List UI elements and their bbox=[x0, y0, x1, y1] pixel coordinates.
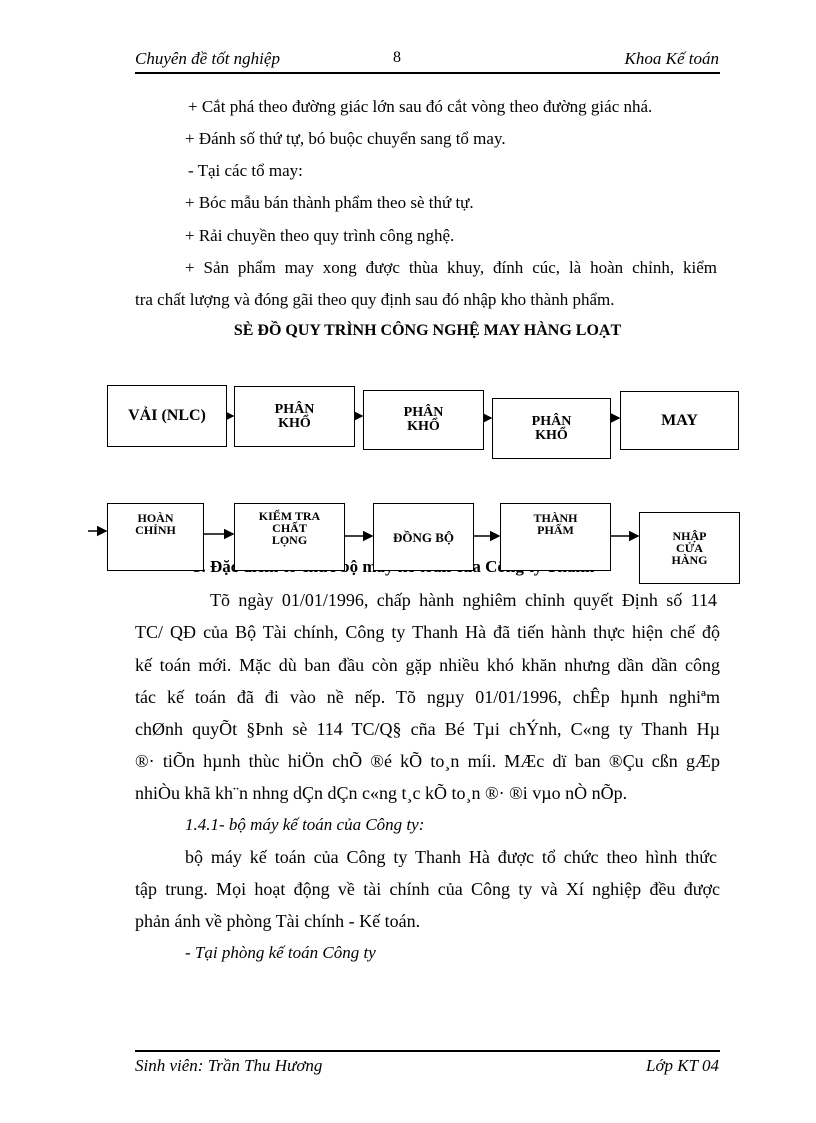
para-line: + Rải chuyền theo quy trình công nghệ. bbox=[185, 226, 455, 245]
para-line: chØnh quyÕt §Þnh sè 114 TC/Q§ cña Bé Tµi chÝnh, C«ng ty Thanh Hµ bbox=[135, 719, 720, 739]
para-line: kế toán mới. Mặc dù ban đầu còn gặp nhiều khó khăn nhưng dần dần công bbox=[135, 655, 720, 675]
para-line: + Bóc mẫu bán thành phẩm theo sè thứ tự. bbox=[185, 193, 474, 212]
flow-box-phan-kho-3: PHÂN KHỔ bbox=[492, 398, 611, 459]
para-line: - Tại các tổ may: bbox=[188, 161, 303, 180]
footer-left: Sinh viên: Trần Thu Hương bbox=[135, 1056, 323, 1075]
para-line: + Cắt phá theo đường giác lớn sau đó cắt vòng theo đường giác nhá. bbox=[188, 97, 653, 116]
section-heading-obscured: Đặc bộ bbox=[210, 557, 359, 576]
para-line: tác kế toán đã đi vào nề nếp. Tõ ngµy 01/01/1996, chÊp hµnh nghiªm bbox=[135, 687, 720, 707]
para-line: tra chất lượng và đóng gãi theo quy định sau đó nhập kho thành phẩm. bbox=[135, 290, 615, 309]
section-heading: 1.4.1- bộ máy kế toán của Công ty: bbox=[185, 815, 425, 834]
flow-box-may: MAY bbox=[620, 391, 739, 450]
para-line: TC/ QĐ của Bộ Tài chính, Công ty Thanh Hà đã tiến hành thực hiện chế độ bbox=[135, 622, 720, 642]
para-line: bộ máy kế toán của Công ty Thanh Hà được tổ chức theo hình thức bbox=[185, 847, 717, 867]
subheading: - Tại phòng kế toán Công ty bbox=[185, 943, 376, 962]
header-left: Chuyên đề tốt nghiệp bbox=[135, 49, 280, 68]
flow-box-hoan-chinh: HOÀN CHỈNH bbox=[107, 503, 204, 571]
para-line: nhiÒu khã kh¨n nhng dÇn dÇn c«ng t¸c kÕ to¸n ®· ®i vµo nÒ nÕp. bbox=[135, 783, 628, 803]
para-line: ®· tiÕn hµnh thùc hiÖn chÕ ®é kÕ to¸n míi. MÆc dï ban ®Çu cßn gÆp bbox=[135, 751, 720, 771]
para-line: tập trung. Mọi hoạt động về tài chính của Công ty và Xí nghiệp đều được bbox=[135, 879, 720, 899]
para-line: phản ánh về phòng Tài chính - Kế toán. bbox=[135, 911, 421, 931]
flow-box-nhap-cua-hang: NHẬP CỬA HÀNG bbox=[639, 512, 740, 584]
flow-box-kiem-tra: KIỂM TRA CHẤT LỌNG bbox=[234, 503, 345, 571]
page-number: 8 bbox=[393, 49, 401, 66]
header-right: Khoa Kế toán bbox=[624, 49, 719, 68]
flow-box-vai: VẢI (NLC) bbox=[107, 385, 227, 447]
footer-right: Lớp KT 04 bbox=[645, 1056, 719, 1075]
flow-box-dong-bo: ĐỒNG BỘ bbox=[373, 503, 474, 571]
footer-rule bbox=[135, 1050, 720, 1052]
flow-box-phan-kho-1: PHÂN KHỔ bbox=[234, 386, 355, 447]
para-line: + Sản phẩm may xong được thùa khuy, đính cúc, là hoàn chỉnh, kiểm bbox=[185, 258, 717, 277]
flow-box-phan-kho-2: PHÂN KHỔ bbox=[363, 390, 484, 450]
diagram-title: SÈ ĐỒ QUY TRÌNH CÔNG NGHỆ MAY HÀNG LOẠT bbox=[233, 322, 622, 339]
para-line: Tõ ngày 01/01/1996, chấp hành nghiêm chỉnh quyết Định số 114 bbox=[210, 590, 717, 610]
para-line: + Đánh số thứ tự, bó buộc chuyển sang tổ may. bbox=[185, 129, 506, 148]
flow-box-thanh-pham: THÀNH PHẨM bbox=[500, 503, 611, 571]
